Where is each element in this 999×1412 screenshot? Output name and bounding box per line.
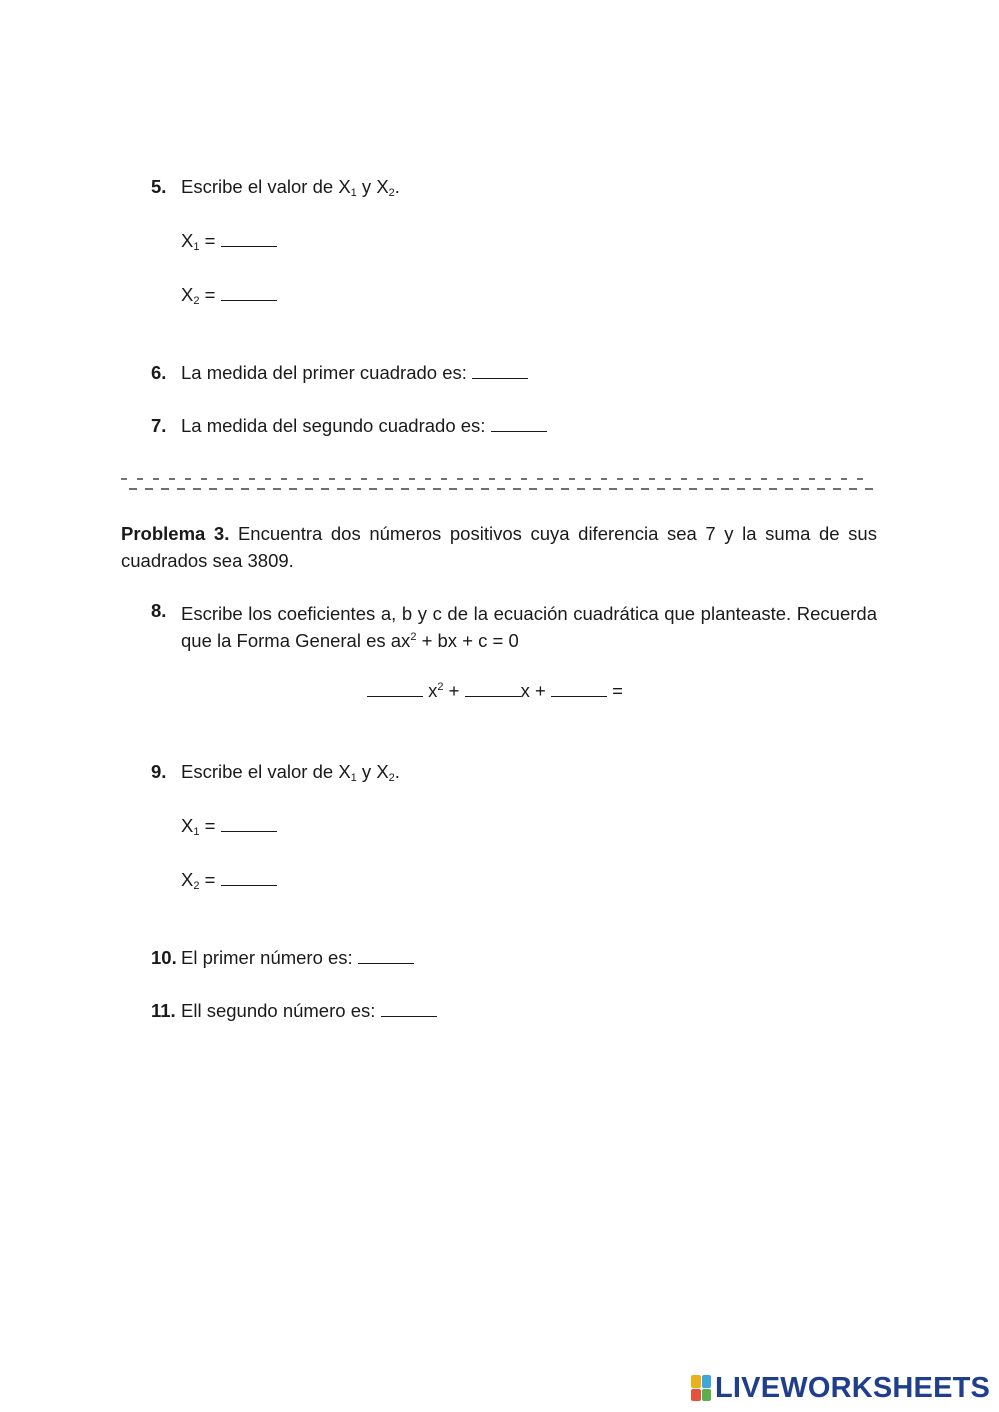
question-11-number: 11. <box>151 1000 176 1021</box>
question-5-number: 5. <box>151 176 167 197</box>
q7-blank[interactable] <box>491 417 547 432</box>
q6-blank[interactable] <box>472 364 528 379</box>
equation-template: $x^2 + x$ + = <box>367 680 623 702</box>
question-6-text: La medida del primer cuadrado es: <box>181 362 528 384</box>
question-9-text: Escribe el valor de $X_1$ y $X_2$. <box>181 761 400 784</box>
question-10-number: 10. <box>151 947 177 968</box>
question-6-number: 6. <box>151 362 167 383</box>
coef-c-blank[interactable] <box>551 682 607 697</box>
liveworksheets-logo-icon <box>691 1375 711 1401</box>
liveworksheets-logo-text: LIVEWORKSHEETS <box>715 1371 991 1404</box>
problem-3-statement: Problema 3. Encuentra dos números positivos cuya diferencia sea 7 y la suma de sus cuadrados sea 3809. <box>121 523 877 571</box>
question-11-text: Ell segundo número es: <box>181 1000 437 1022</box>
question-5-text: Escribe el valor de $X_1$ y $X_2$. <box>181 176 400 199</box>
question-8-number: 8. <box>151 600 167 621</box>
q5-x1-blank[interactable] <box>221 232 277 247</box>
question-8-text: Escribe los coeficientes a, b y c de la ecuación cuadrática que planteaste. Recuerda que la Forma General es $ax^2$ + bx + c = 0 <box>181 603 877 651</box>
q11-blank[interactable] <box>381 1002 437 1017</box>
q10-blank[interactable] <box>358 949 414 964</box>
q9-x2-blank[interactable] <box>221 871 277 886</box>
question-5-x1-line: $X_1$ = <box>181 230 277 252</box>
question-10-text: El primer número es: <box>181 947 414 969</box>
question-5-x2-line: $X_2$ = <box>181 284 277 306</box>
dashed-separator <box>121 473 873 493</box>
q9-x1-blank[interactable] <box>221 817 277 832</box>
question-7-number: 7. <box>151 415 167 436</box>
question-9-x2-line: $X_2$ = <box>181 869 277 891</box>
coef-a-blank[interactable] <box>367 682 423 697</box>
coef-b-blank[interactable] <box>465 682 521 697</box>
question-9-number: 9. <box>151 761 167 782</box>
question-9-x1-line: $X_1$ = <box>181 815 277 837</box>
separator-graphic <box>121 473 873 493</box>
question-7-text: La medida del segundo cuadrado es: <box>181 415 547 437</box>
liveworksheets-logo <box>691 1372 990 1404</box>
q5-x2-blank[interactable] <box>221 286 277 301</box>
